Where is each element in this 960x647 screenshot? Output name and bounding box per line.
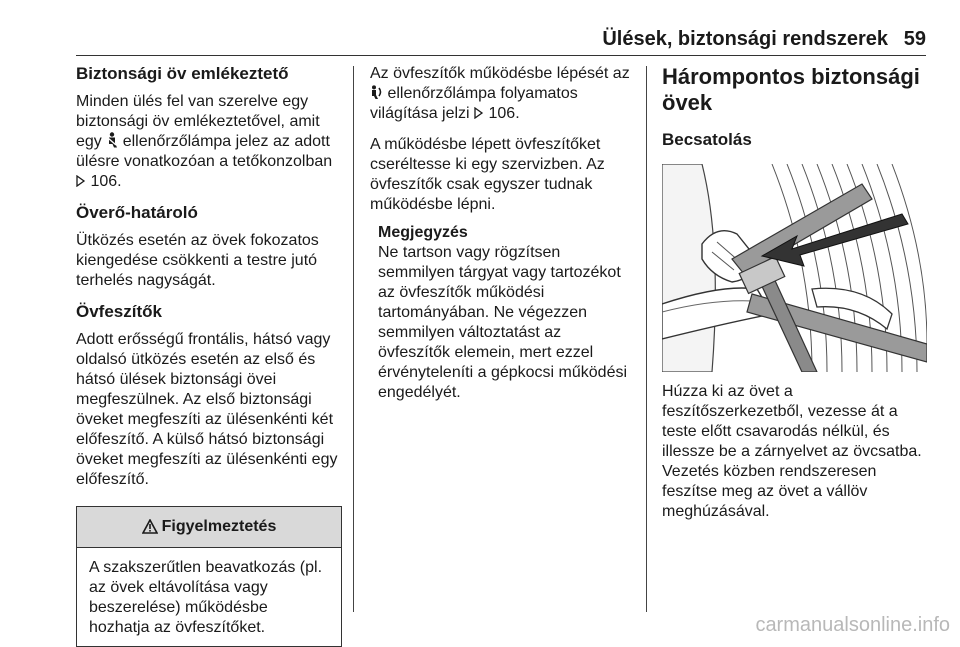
pretensioner-text: Adott erősségű frontális, hátsó vagy oldalsó ütközés esetén az első és hátsó ülések biztonsági övei megfeszülnek. Az első biztonsági öveket megfeszíti az ülésenkénti két előfeszítő. A külső hátsó biztonsági öveket megfeszíti az ülésenkénti egy előfeszítő.	[76, 331, 338, 488]
section-heading-reminder: Biztonsági öv emlékeztető	[76, 64, 289, 83]
section-heading-load-limiter: Överő-határoló	[76, 203, 198, 222]
header-rule	[76, 55, 926, 56]
column-divider-2	[646, 66, 647, 612]
reminder-text: Minden ülés fel van szerelve egy biztonsági öv emlékeztetővel, amit egy ellenőrzőlámpa jelez az adott ülésre vonatkozóan a tetőkonzolban 106.	[76, 93, 333, 190]
warning-title: Figyelmeztetés	[161, 518, 277, 535]
warning-header	[77, 507, 341, 548]
reference-arrow-icon	[474, 105, 484, 122]
warning-text: A szakszerűtlen beavatkozás (pl. az övek eltávolítása vagy beszerelése) működésbe hozhatja az övfeszítőket.	[89, 559, 323, 636]
load-limiter-text: Ütközés esetén az övek fokozatos kiengedése csökkenti a testre jutó terhelés nagyságát.	[76, 232, 319, 289]
warning-box	[76, 506, 342, 647]
column-3	[662, 64, 928, 533]
section-heading-pretensioners: Övfeszítők	[76, 302, 162, 321]
watermark: carmanualsonline.info	[755, 614, 950, 636]
seat-belt-fastening-illustration	[662, 164, 927, 372]
note-block	[370, 223, 635, 403]
column-1	[76, 64, 342, 647]
note-title: Megjegyzés	[378, 224, 468, 241]
section-heading-three-point-belts: Hárompontos biztonsági övek	[662, 64, 920, 115]
subheading-fastening: Becsatolás	[662, 130, 752, 149]
warning-triangle-icon	[142, 517, 158, 537]
column-2	[370, 64, 635, 403]
seat-belt-reminder-icon	[106, 133, 118, 150]
note-text: Ne tartson vagy rögzítsen semmilyen tárgyat vagy tartozékot az övfeszítők működési tartományában. Ne végezzen semmilyen változtatást az övfeszítők elemein, mert ezzel érvényteleníti a gépkocsi működési engedélyét.	[378, 244, 628, 401]
column-divider-1	[353, 66, 354, 612]
running-header-title: Ülések, biztonsági rendszerek	[602, 28, 888, 50]
fastening-instructions: Húzza ki az övet a feszítőszerkezetből, vezesse át a teste előtt csavarodás nélkül, és illessze be a zárnyelvet az övcsatba. Vezetés közben rendszeresen feszítse meg az övet a vállöv meghúzásával.	[662, 383, 922, 520]
reference-arrow-icon	[76, 173, 86, 190]
pretensioner-activation-text: Az övfeszítők működésbe lépését az ellenőrzőlámpa folyamatos világítása jelzi 106.	[370, 65, 630, 122]
page-number: 59	[903, 28, 926, 50]
airbag-indicator-icon	[370, 85, 383, 102]
replacement-text: A működésbe lépett övfeszítőket cseréltesse ki egy szervizben. Az övfeszítők csak egyszer tudnak működésbe lépni.	[370, 136, 605, 213]
